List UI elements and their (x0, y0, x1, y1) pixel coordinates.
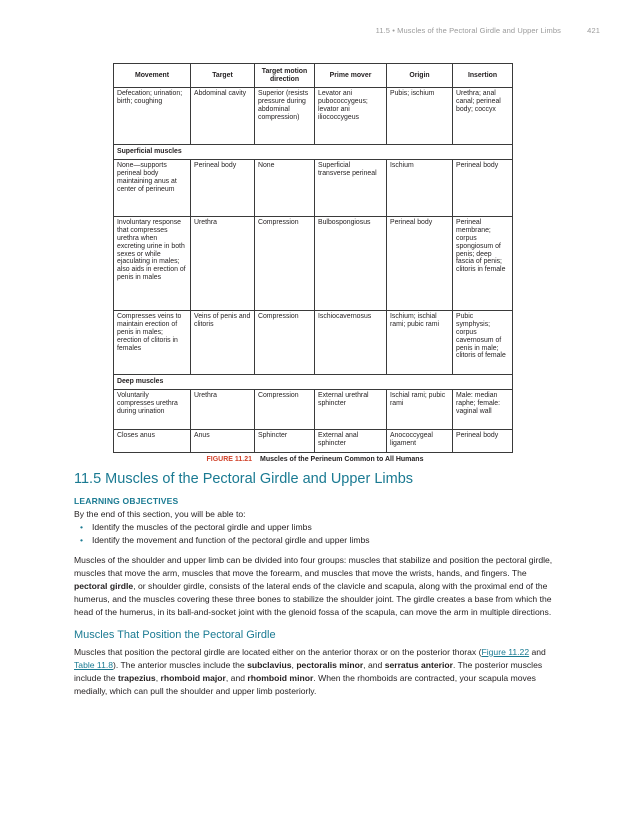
paragraph-text: , and (225, 673, 248, 684)
table-11-8-link[interactable]: Table 11.8 (74, 659, 114, 670)
table-header (114, 64, 513, 88)
term-rhomboid-minor: rhomboid minor (247, 673, 314, 684)
subsection-title: Muscles That Position the Pectoral Girdle (74, 628, 276, 641)
bullet-icon: • (80, 522, 84, 533)
term-rhomboid-major: rhomboid major (160, 673, 226, 684)
table-cell: Pubis; ischium (387, 88, 453, 145)
table-cell: Anus (191, 429, 255, 452)
table-cell: Compression (255, 310, 315, 374)
column-header-origin: Origin (387, 64, 453, 88)
table-cell: Bulbospongiosus (315, 216, 387, 310)
paragraph-text: . The posterior muscles include the (74, 659, 543, 684)
table-cell: Ischium (387, 159, 453, 216)
list-item (74, 521, 556, 534)
objective-text: Identify the movement and function of the pectoral girdle and upper limbs (92, 535, 370, 546)
table-cell: Perineal membrane; corpus spongiosum of penis; deep fascia of penis; clitoris in female (453, 216, 513, 310)
column-header-insertion: Insertion (453, 64, 513, 88)
bullet-icon: • (80, 535, 84, 546)
paragraph-text: Muscles that position the pectoral girdle are located either on the anterior thorax or on the posterior thorax ( (74, 646, 482, 657)
column-header-target-motion: Target motion direction (255, 64, 315, 88)
table-cell: Male: median raphe; female: vaginal wall (453, 389, 513, 429)
table-cell: Involuntary response that compresses urethra when excreting urine in both sexes or while ejaculating in males; also aids in erection of penis in males (114, 216, 191, 310)
table-cell: Abdominal cavity (191, 88, 255, 145)
column-header-prime-mover: Prime mover (315, 64, 387, 88)
paragraph-text: , (155, 673, 161, 684)
table-cell: External urethral sphincter (315, 389, 387, 429)
figure-11-22-link[interactable]: Figure 11.22 (481, 646, 530, 657)
paragraph-text: , (291, 659, 297, 670)
page-number: 421 (587, 26, 600, 35)
column-header-target: Target (191, 64, 255, 88)
term-pectoral-girdle: pectoral girdle (74, 581, 134, 592)
term-subclavius: subclavius (247, 659, 292, 670)
table-cell: Urethra (191, 389, 255, 429)
table-cell: Ischium; ischial rami; pubic rami (387, 310, 453, 374)
table-cell: Closes anus (114, 429, 191, 452)
table-row (114, 88, 513, 145)
figure-label: FIGURE 11.21 (206, 456, 253, 463)
table-cell: Defecation; urination; birth; coughing (114, 88, 191, 145)
column-header-movement: Movement (114, 64, 191, 88)
table-row (114, 159, 513, 216)
table-cell: Perineal body (191, 159, 255, 216)
table-cell: Sphincter (255, 429, 315, 452)
paragraph-text: . When the rhomboids are contracted, your scapula moves medially, which can pull the shoulder and upper limb posteriorly. (74, 673, 536, 697)
objective-text: Identify the muscles of the pectoral girdle and upper limbs (92, 522, 312, 533)
paragraph-text: , and (363, 659, 385, 670)
table-cell: Pubic symphysis; corpus cavernosum of penis in male; clitoris of female (453, 310, 513, 374)
table-row (114, 216, 513, 310)
section-title: 11.5 Muscles of the Pectoral Girdle and Upper Limbs (74, 471, 414, 487)
paragraph-text: ). The anterior muscles include the (113, 659, 248, 670)
table-cell: Superior (resists pressure during abdominal compression) (255, 88, 315, 145)
list-item (74, 534, 556, 547)
table-cell: Perineal body (453, 159, 513, 216)
paragraph-text: and (529, 646, 546, 657)
body-paragraph-1 (74, 554, 556, 620)
table-cell: None—supports perineal body maintaining anus at center of perineum (114, 159, 191, 216)
section-label-superficial: Superficial muscles (114, 145, 513, 160)
table-row (114, 310, 513, 374)
table-cell: Ischial rami; pubic rami (387, 389, 453, 429)
term-trapezius: trapezius (117, 673, 156, 684)
section-row (114, 374, 513, 389)
table-cell: Urethra; anal canal; perineal body; coccyx (453, 88, 513, 145)
learning-objectives-list (74, 521, 556, 547)
perineum-muscles-table (113, 63, 513, 453)
table-cell: Superficial transverse perineal (315, 159, 387, 216)
term-serratus-anterior: serratus anterior (384, 659, 453, 670)
table-cell: Perineal body (453, 429, 513, 452)
running-header (30, 26, 600, 35)
table-cell: None (255, 159, 315, 216)
figure-caption (0, 456, 630, 463)
table-cell: Perineal body (387, 216, 453, 310)
section-content (74, 470, 556, 698)
section-row (114, 145, 513, 160)
learning-objectives-intro: By the end of this section, you will be able to: (74, 509, 246, 519)
term-pectoralis-minor: pectoralis minor (296, 659, 364, 670)
table-row (114, 389, 513, 429)
table-cell: Compresses veins to maintain erection of penis in males; erection of clitoris in females (114, 310, 191, 374)
table-cell: Urethra (191, 216, 255, 310)
table-cell: Levator ani pubococcygeus; levator ani iliococcygeus (315, 88, 387, 145)
table-cell: Compression (255, 216, 315, 310)
table-cell: Veins of penis and clitoris (191, 310, 255, 374)
table-row (114, 429, 513, 452)
table-cell: External anal sphincter (315, 429, 387, 452)
table-cell: Anococcygeal ligament (387, 429, 453, 452)
table-cell: Compression (255, 389, 315, 429)
body-paragraph-2 (74, 646, 556, 699)
table-cell: Voluntarily compresses urethra during urination (114, 389, 191, 429)
learning-objectives-heading: LEARNING OBJECTIVES (74, 496, 179, 506)
table-cell: Ischiocavernosus (315, 310, 387, 374)
paragraph-text: Muscles of the shoulder and upper limb can be divided into four groups: muscles that stabilize and position the pectoral girdle, muscles that move the arm, muscles that move the forearm, and muscles that move the wrists, hands, and fingers. The (74, 554, 553, 578)
section-label-deep: Deep muscles (114, 374, 513, 389)
paragraph-text: , or shoulder girdle, consists of the lateral ends of the clavicle and scapula, along with the proximal end of the humerus, and the muscles covering these three bones to stabilize the shoulder joint. The girdle creates a base from which the head of the humerus, in its ball-and-socket joint with the glenoid fossa of the scapula, can move the arm in multiple directions. (74, 581, 552, 618)
running-header-title: 11.5 • Muscles of the Pectoral Girdle and Upper Limbs (375, 26, 561, 35)
figure-caption-text: Muscles of the Perineum Common to All Humans (259, 456, 424, 463)
